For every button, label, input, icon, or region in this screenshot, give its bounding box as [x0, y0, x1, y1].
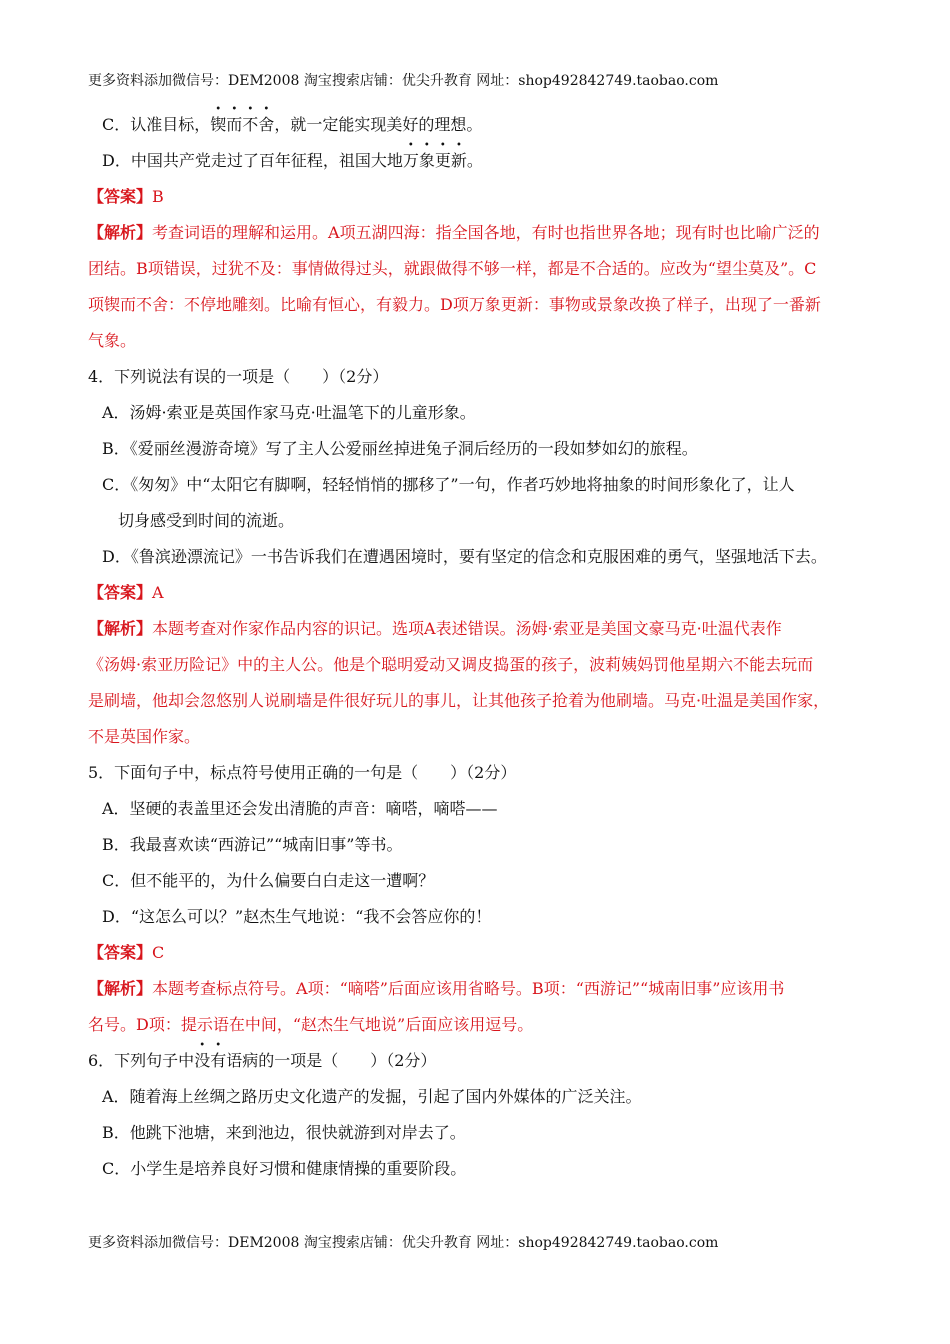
- q6-option-c: C．小学生是培养良好习惯和健康情操的重要阶段。: [102, 1159, 467, 1178]
- q5-option-a: A．坚硬的表盖里还会发出清脆的声音：嘀嗒，嘀嗒——: [102, 799, 498, 818]
- q4-option-c-continued: 切身感受到时间的流逝。: [118, 511, 295, 530]
- q6-option-a: A．随着海上丝绸之路历史文化遗产的发掘，引起了国内外媒体的广泛关注。: [102, 1087, 642, 1106]
- q4-option-a: A．汤姆·索亚是英国作家马克·吐温笔下的儿童形象。: [102, 403, 476, 422]
- dotted-char: 新: [450, 151, 467, 170]
- q5-analysis: [88, 978, 868, 1036]
- q6-option-b: B．他跳下池塘，来到池边，很快就游到对岸去了。: [102, 1123, 466, 1142]
- analysis-line: 项锲而不舍：不停地雕刻。比喻有恒心，有毅力。D项万象更新：事物或景象改换了样子，出现了一番新: [88, 295, 821, 314]
- analysis-line: 不是英国作家。: [88, 727, 201, 746]
- q3-option-c-post: ，就一定能实现美好的理想。: [274, 115, 483, 134]
- q4-option-b: B．《爱丽丝漫游奇境》写了主人公爱丽丝掉进兔子洞后经历的一段如梦如幻的旅程。: [102, 439, 698, 458]
- dotted-char: 不: [242, 115, 259, 134]
- analysis-line: [88, 222, 868, 244]
- q3-option-d-post: 。: [466, 151, 483, 170]
- q6-stem-pre: 6．下列句子中: [88, 1051, 195, 1070]
- answer-label: 【答案】: [88, 583, 153, 602]
- analysis-label: 【解析】: [88, 979, 153, 998]
- answer-label: 【答案】: [88, 187, 153, 206]
- page-content: [88, 112, 868, 1180]
- dotted-char: 有: [210, 1051, 227, 1070]
- analysis-line: 名号。D项：提示语在中间，“赵杰生气地说”后面应该用逗号。: [88, 1015, 534, 1034]
- q5-stem: 5．下面句子中，标点符号使用正确的一句是（ ）（2分）: [88, 763, 517, 782]
- q3-option-d-pre: D．中国共产党走过了百年征程，祖国大地: [102, 151, 403, 170]
- analysis-line: 《汤姆·索亚历险记》中的主人公。他是个聪明爱动又调皮捣蛋的孩子，波莉姨妈罚他星期六不能去玩而: [88, 655, 814, 674]
- q6-stem-post: 语病的一项是（ ）（2分）: [226, 1051, 437, 1070]
- q3-option-c-pre: C．认准目标，: [102, 115, 211, 134]
- q4-option-c: C．《匆匆》中“太阳它有脚啊，轻轻悄悄的挪移了”一句，作者巧妙地将抽象的时间形象化了，让人: [102, 475, 795, 494]
- answer-value: C: [152, 943, 165, 962]
- q5-answer: [88, 942, 868, 964]
- q4-analysis: [88, 618, 868, 748]
- analysis-line: 气象。: [88, 331, 137, 350]
- q3-answer: [88, 186, 868, 208]
- q4-option-d: D．《鲁滨逊漂流记》一书告诉我们在遭遇困境时，要有坚定的信念和克服困难的勇气，坚强地活下去。: [102, 547, 827, 566]
- dotted-char: 没: [194, 1051, 211, 1070]
- page-header: 更多资料添加微信号：DEM2008 淘宝搜索店铺：优尖升教育 网址：shop492842749.taobao.com: [88, 73, 719, 89]
- q5-option-d: D．“这怎么可以？”赵杰生气地说：“我不会答应你的！: [102, 907, 492, 926]
- dotted-char: 万: [402, 151, 419, 170]
- q3-analysis: [88, 222, 868, 352]
- dotted-char: 而: [226, 115, 243, 134]
- analysis-text: 本题考查标点符号。A项：“嘀嗒”后面应该用省略号。B项：“西游记”“城南旧事”应该用书: [152, 979, 785, 998]
- q3-option-d: [88, 150, 868, 172]
- dotted-char: 舍: [258, 115, 275, 134]
- analysis-text: 本题考查对作家作品内容的识记。选项A表述错误。汤姆·索亚是美国文豪马克·吐温代表作: [152, 619, 782, 638]
- analysis-line: 是刷墙，他却会忽悠别人说刷墙是件很好玩儿的事儿，让其他孩子抢着为他刷墙。马克·吐温是美国作家，: [88, 691, 830, 710]
- q5-option-b: B．我最喜欢读“西游记”“城南旧事”等书。: [102, 835, 403, 854]
- answer-label: 【答案】: [88, 943, 153, 962]
- q5-option-c: C．但不能平的，为什么偏要白白走这一遭啊？: [102, 871, 435, 890]
- answer-value: B: [152, 187, 164, 206]
- dotted-char: 锲: [210, 115, 227, 134]
- answer-value: A: [152, 583, 164, 602]
- dotted-char: 更: [434, 151, 451, 170]
- analysis-line: 团结。B项错误，过犹不及：事情做得过头，就跟做得不够一样，都是不合适的。应改为“望尘莫及”。C: [88, 259, 817, 278]
- q4-stem: 4．下列说法有误的一项是（ ）（2分）: [88, 367, 389, 386]
- dotted-char: 象: [418, 151, 435, 170]
- q3-option-c: [88, 114, 868, 136]
- analysis-label: 【解析】: [88, 223, 153, 242]
- q6-stem: [88, 1050, 868, 1072]
- analysis-label: 【解析】: [88, 619, 153, 638]
- page-footer: 更多资料添加微信号：DEM2008 淘宝搜索店铺：优尖升教育 网址：shop492842749.taobao.com: [88, 1235, 719, 1251]
- q4-answer: [88, 582, 868, 604]
- analysis-line: [88, 618, 868, 640]
- analysis-text: 考查词语的理解和运用。A项五湖四海：指全国各地，有时也指世界各地；现有时也比喻广泛的: [152, 223, 820, 242]
- analysis-line: [88, 978, 868, 1000]
